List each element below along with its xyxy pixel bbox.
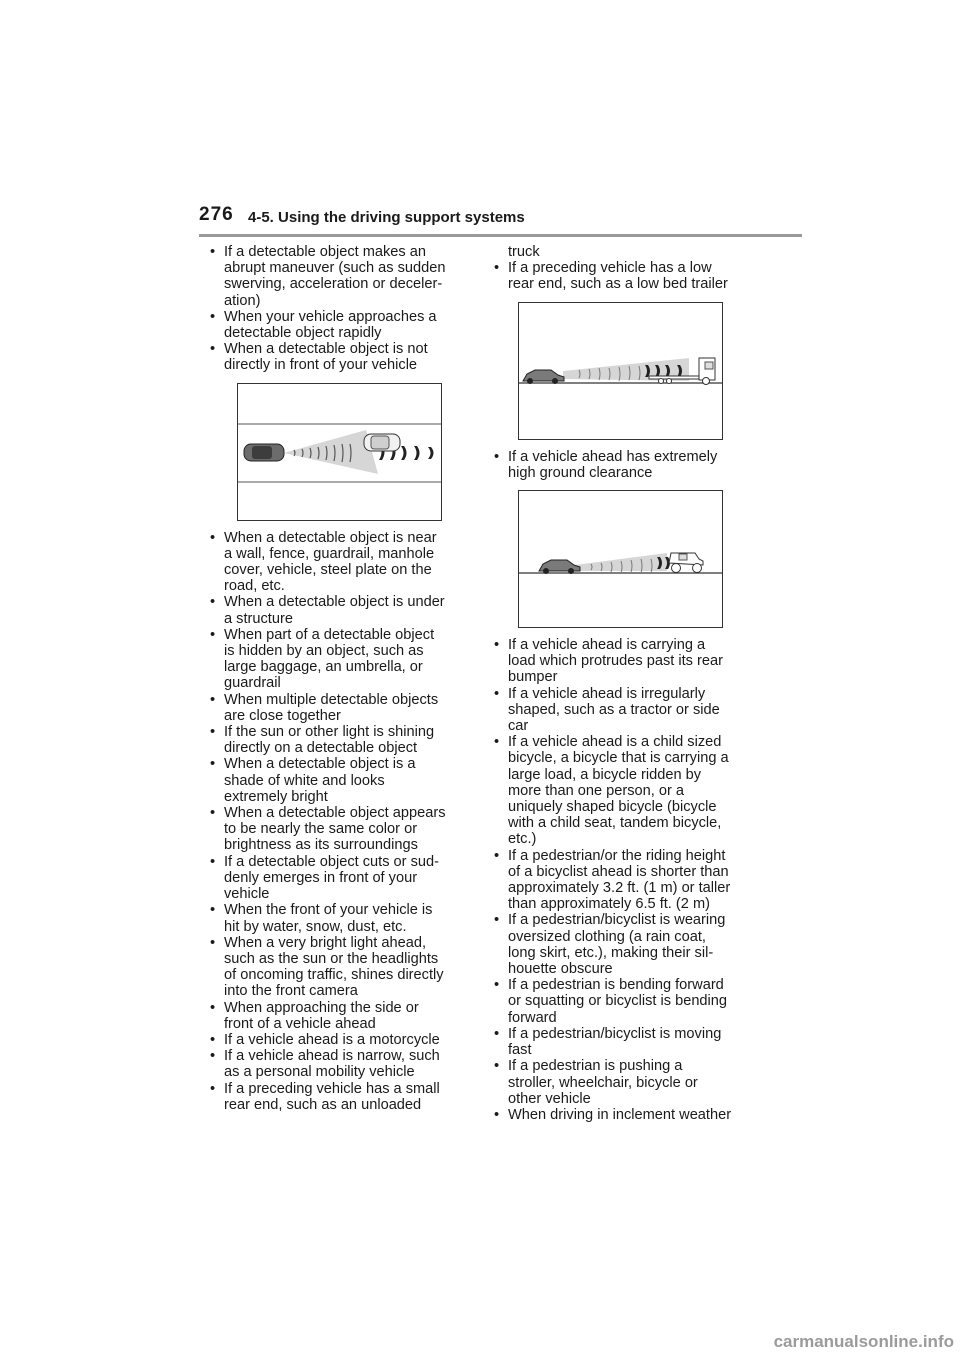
bullet-line: If a vehicle ahead is irregularly (508, 685, 706, 702)
bullet-line: load which protrudes past its rear (508, 653, 723, 670)
bullet-item (206, 594, 478, 626)
bullet-line: uniquely shaped bicycle (bicycle (508, 799, 717, 816)
bullet-line: road, etc. (224, 578, 285, 595)
bullet-dot: • (494, 260, 500, 277)
bullet-dot: • (210, 1048, 216, 1065)
bullet-item (206, 1032, 478, 1048)
bullet-line: long skirt, etc.), making their sil- (508, 944, 714, 961)
bullet-item (206, 309, 478, 341)
bullet-line: If a vehicle ahead is a motorcycle (224, 1031, 440, 1048)
figure-offset-object (237, 383, 442, 521)
bullet-line: If a pedestrian is pushing a (508, 1058, 683, 1075)
section-title: 4-5. Using the driving support systems (248, 209, 525, 226)
bullet-line: When driving in inclement weather (508, 1106, 732, 1123)
bullet-line: a wall, fence, guardrail, manhole (224, 545, 435, 562)
bullet-line: is hidden by an object, such as (224, 643, 424, 660)
bullet-line: When your vehicle approaches a (224, 308, 437, 325)
bullet-high-clearance (490, 449, 762, 481)
header-divider (199, 234, 802, 237)
bullet-line: rear end, such as an unloaded (224, 1096, 422, 1113)
bullet-dot: • (210, 529, 216, 546)
bullet-item (206, 627, 478, 692)
bullet-line: directly in front of your vehicle (224, 357, 418, 374)
bullet-dot: • (494, 1106, 500, 1123)
bullet-line: If a preceding vehicle has a small (224, 1080, 440, 1097)
bullet-line: When a detectable object is near (224, 529, 437, 546)
bullet-dot: • (210, 1031, 216, 1048)
bullet-item (490, 848, 762, 913)
bullet-line: bicycle, a bicycle that is carrying a (508, 750, 729, 767)
bullet-line: When a very bright light ahead, (224, 934, 426, 951)
bullet-dot: • (494, 685, 500, 702)
bullet-dot: • (210, 805, 216, 822)
page-number: 276 (199, 204, 234, 225)
bullet-line: etc.) (508, 831, 537, 848)
bullet-line: are close together (224, 707, 341, 724)
bullet-dot: • (494, 637, 500, 654)
bullet-dot: • (210, 626, 216, 643)
bullet-dot: • (494, 734, 500, 751)
bullet-line: to be nearly the same color or (224, 821, 418, 838)
bullet-line: oversized clothing (a rain coat, (508, 928, 706, 945)
bullet-line: rear end, such as a low bed trailer (508, 276, 728, 293)
bullet-line: denly emerges in front of your (224, 869, 418, 886)
bullet-item (206, 692, 478, 724)
bullet-dot: • (210, 594, 216, 611)
bullet-dot: • (210, 691, 216, 708)
bullet-line: such as the sun or the headlights (224, 950, 439, 967)
bullet-line: more than one person, or a (508, 782, 685, 799)
bullet-list-top (206, 244, 478, 374)
bullet-dot: • (494, 448, 500, 465)
bullet-dot: • (210, 999, 216, 1016)
bullet-line: other vehicle (508, 1090, 591, 1107)
bullet-line: of a bicyclist ahead is shorter than (508, 863, 729, 880)
bullet-line: shade of white and looks (224, 772, 385, 789)
bullet-item (206, 1000, 478, 1032)
bullet-line: front of a vehicle ahead (224, 1015, 376, 1032)
bullet-item (490, 449, 762, 481)
bullet-line: If the sun or other light is shining (224, 724, 435, 741)
bullet-line: car (508, 718, 529, 735)
bullet-line: When multiple detectable objects (224, 691, 439, 708)
bullet-item (206, 1081, 478, 1113)
bullet-dot: • (210, 724, 216, 741)
bullet-dot: • (494, 1025, 500, 1042)
bullet-item (490, 734, 762, 847)
bullet-line: If a pedestrian/bicyclist is wearing (508, 912, 726, 929)
bullet-line: houette obscure (508, 961, 613, 978)
bullet-line: forward (508, 1009, 557, 1026)
bullet-line: If a detectable object makes an (224, 244, 427, 260)
bullet-item (490, 912, 762, 977)
bullet-dot: • (210, 244, 216, 260)
bullet-item (206, 724, 478, 756)
left-column (206, 244, 478, 1113)
bullet-dot: • (210, 1080, 216, 1097)
bullet-dot: • (210, 756, 216, 773)
bullet-dot: • (494, 977, 500, 994)
bullet-dot: • (494, 912, 500, 929)
bullet-line: of oncoming traffic, shines directly (224, 967, 444, 984)
bullet-line: hit by water, snow, dust, etc. (224, 918, 407, 935)
bullet-list-bottom (206, 530, 478, 1113)
bullet-item (206, 244, 478, 309)
bullet-dot: • (210, 308, 216, 325)
bullet-item (490, 260, 762, 292)
bullet-item (206, 854, 478, 903)
bullet-item (206, 935, 478, 1000)
bullet-line: cover, vehicle, steel plate on the (224, 562, 432, 579)
bullet-dot: • (210, 853, 216, 870)
bullet-dot: • (494, 1058, 500, 1075)
bullet-line: If a vehicle ahead is narrow, such (224, 1048, 440, 1065)
figure-high-clearance-vehicle (518, 490, 723, 628)
right-column (490, 244, 762, 1123)
bullet-line: than approximately 6.5 ft. (2 m) (508, 896, 710, 913)
bullet-line: When a detectable object is under (224, 594, 445, 611)
bullet-line: or squatting or bicyclist is bending (508, 993, 728, 1010)
bullet-line: When a detectable object is not (224, 341, 428, 358)
watermark: carmanualsonline.info (773, 1332, 954, 1351)
bullet-line: When a detectable object appears (224, 805, 446, 822)
continued-text: truck (508, 244, 540, 260)
bullet-line: as a personal mobility vehicle (224, 1064, 415, 1081)
bullet-line: swerving, acceleration or deceler- (224, 276, 443, 293)
bullet-line: If a detectable object cuts or sud- (224, 853, 439, 870)
bullet-item (206, 530, 478, 595)
bullet-line: If a pedestrian is bending forward (508, 977, 724, 994)
bullet-line: When part of a detectable object (224, 626, 435, 643)
bullet-item (490, 1058, 762, 1107)
bullet-line: vehicle (224, 886, 270, 903)
bullet-line: If a preceding vehicle has a low (508, 260, 712, 277)
bullet-item (206, 902, 478, 934)
bullet-dot: • (210, 902, 216, 919)
bullet-item (206, 756, 478, 805)
bullet-line: extremely bright (224, 788, 328, 805)
bullet-line: When the front of your vehicle is (224, 902, 433, 919)
bullet-item (206, 1048, 478, 1080)
bullet-line: large load, a bicycle ridden by (508, 766, 702, 783)
bullet-line: If a vehicle ahead is carrying a (508, 637, 706, 654)
bullet-dot: • (210, 934, 216, 951)
bullet-list-right-bottom (490, 637, 762, 1123)
bullet-line: If a pedestrian/bicyclist is moving (508, 1025, 722, 1042)
bullet-line: If a vehicle ahead has extremely (508, 448, 718, 465)
bullet-line: directly on a detectable object (224, 740, 418, 757)
bullet-dot: • (494, 847, 500, 864)
bullet-dot: • (210, 341, 216, 358)
bullet-line: a structure (224, 610, 293, 627)
bullet-line: If a pedestrian/or the riding height (508, 847, 726, 864)
bullet-line: If a vehicle ahead is a child sized (508, 734, 722, 751)
bullet-item (490, 686, 762, 735)
bullet-line: high ground clearance (508, 464, 653, 481)
bullet-line: shaped, such as a tractor or side (508, 701, 720, 718)
bullet-line: guardrail (224, 675, 281, 692)
bullet-line: ation) (224, 292, 261, 309)
bullet-low-rear-end (490, 260, 762, 292)
bullet-item (206, 341, 478, 373)
bullet-item (490, 1107, 762, 1123)
bullet-line: approximately 3.2 ft. (1 m) or taller (508, 880, 731, 897)
bullet-line: into the front camera (224, 983, 358, 1000)
bullet-item (206, 805, 478, 854)
bullet-item (490, 637, 762, 686)
bullet-line: bumper (508, 669, 558, 686)
bullet-item (490, 1026, 762, 1058)
bullet-line: When a detectable object is a (224, 756, 416, 773)
bullet-line: stroller, wheelchair, bicycle or (508, 1074, 698, 1091)
bullet-line: When approaching the side or (224, 999, 419, 1016)
bullet-line: abrupt maneuver (such as sudden (224, 260, 446, 277)
bullet-line: brightness as its surroundings (224, 837, 418, 854)
bullet-item (490, 977, 762, 1026)
bullet-line: fast (508, 1042, 532, 1059)
bullet-line: large baggage, an umbrella, or (224, 659, 423, 676)
bullet-line: detectable object rapidly (224, 325, 382, 342)
bullet-line: with a child seat, tandem bicycle, (508, 815, 722, 832)
figure-low-bed-trailer (518, 302, 723, 440)
